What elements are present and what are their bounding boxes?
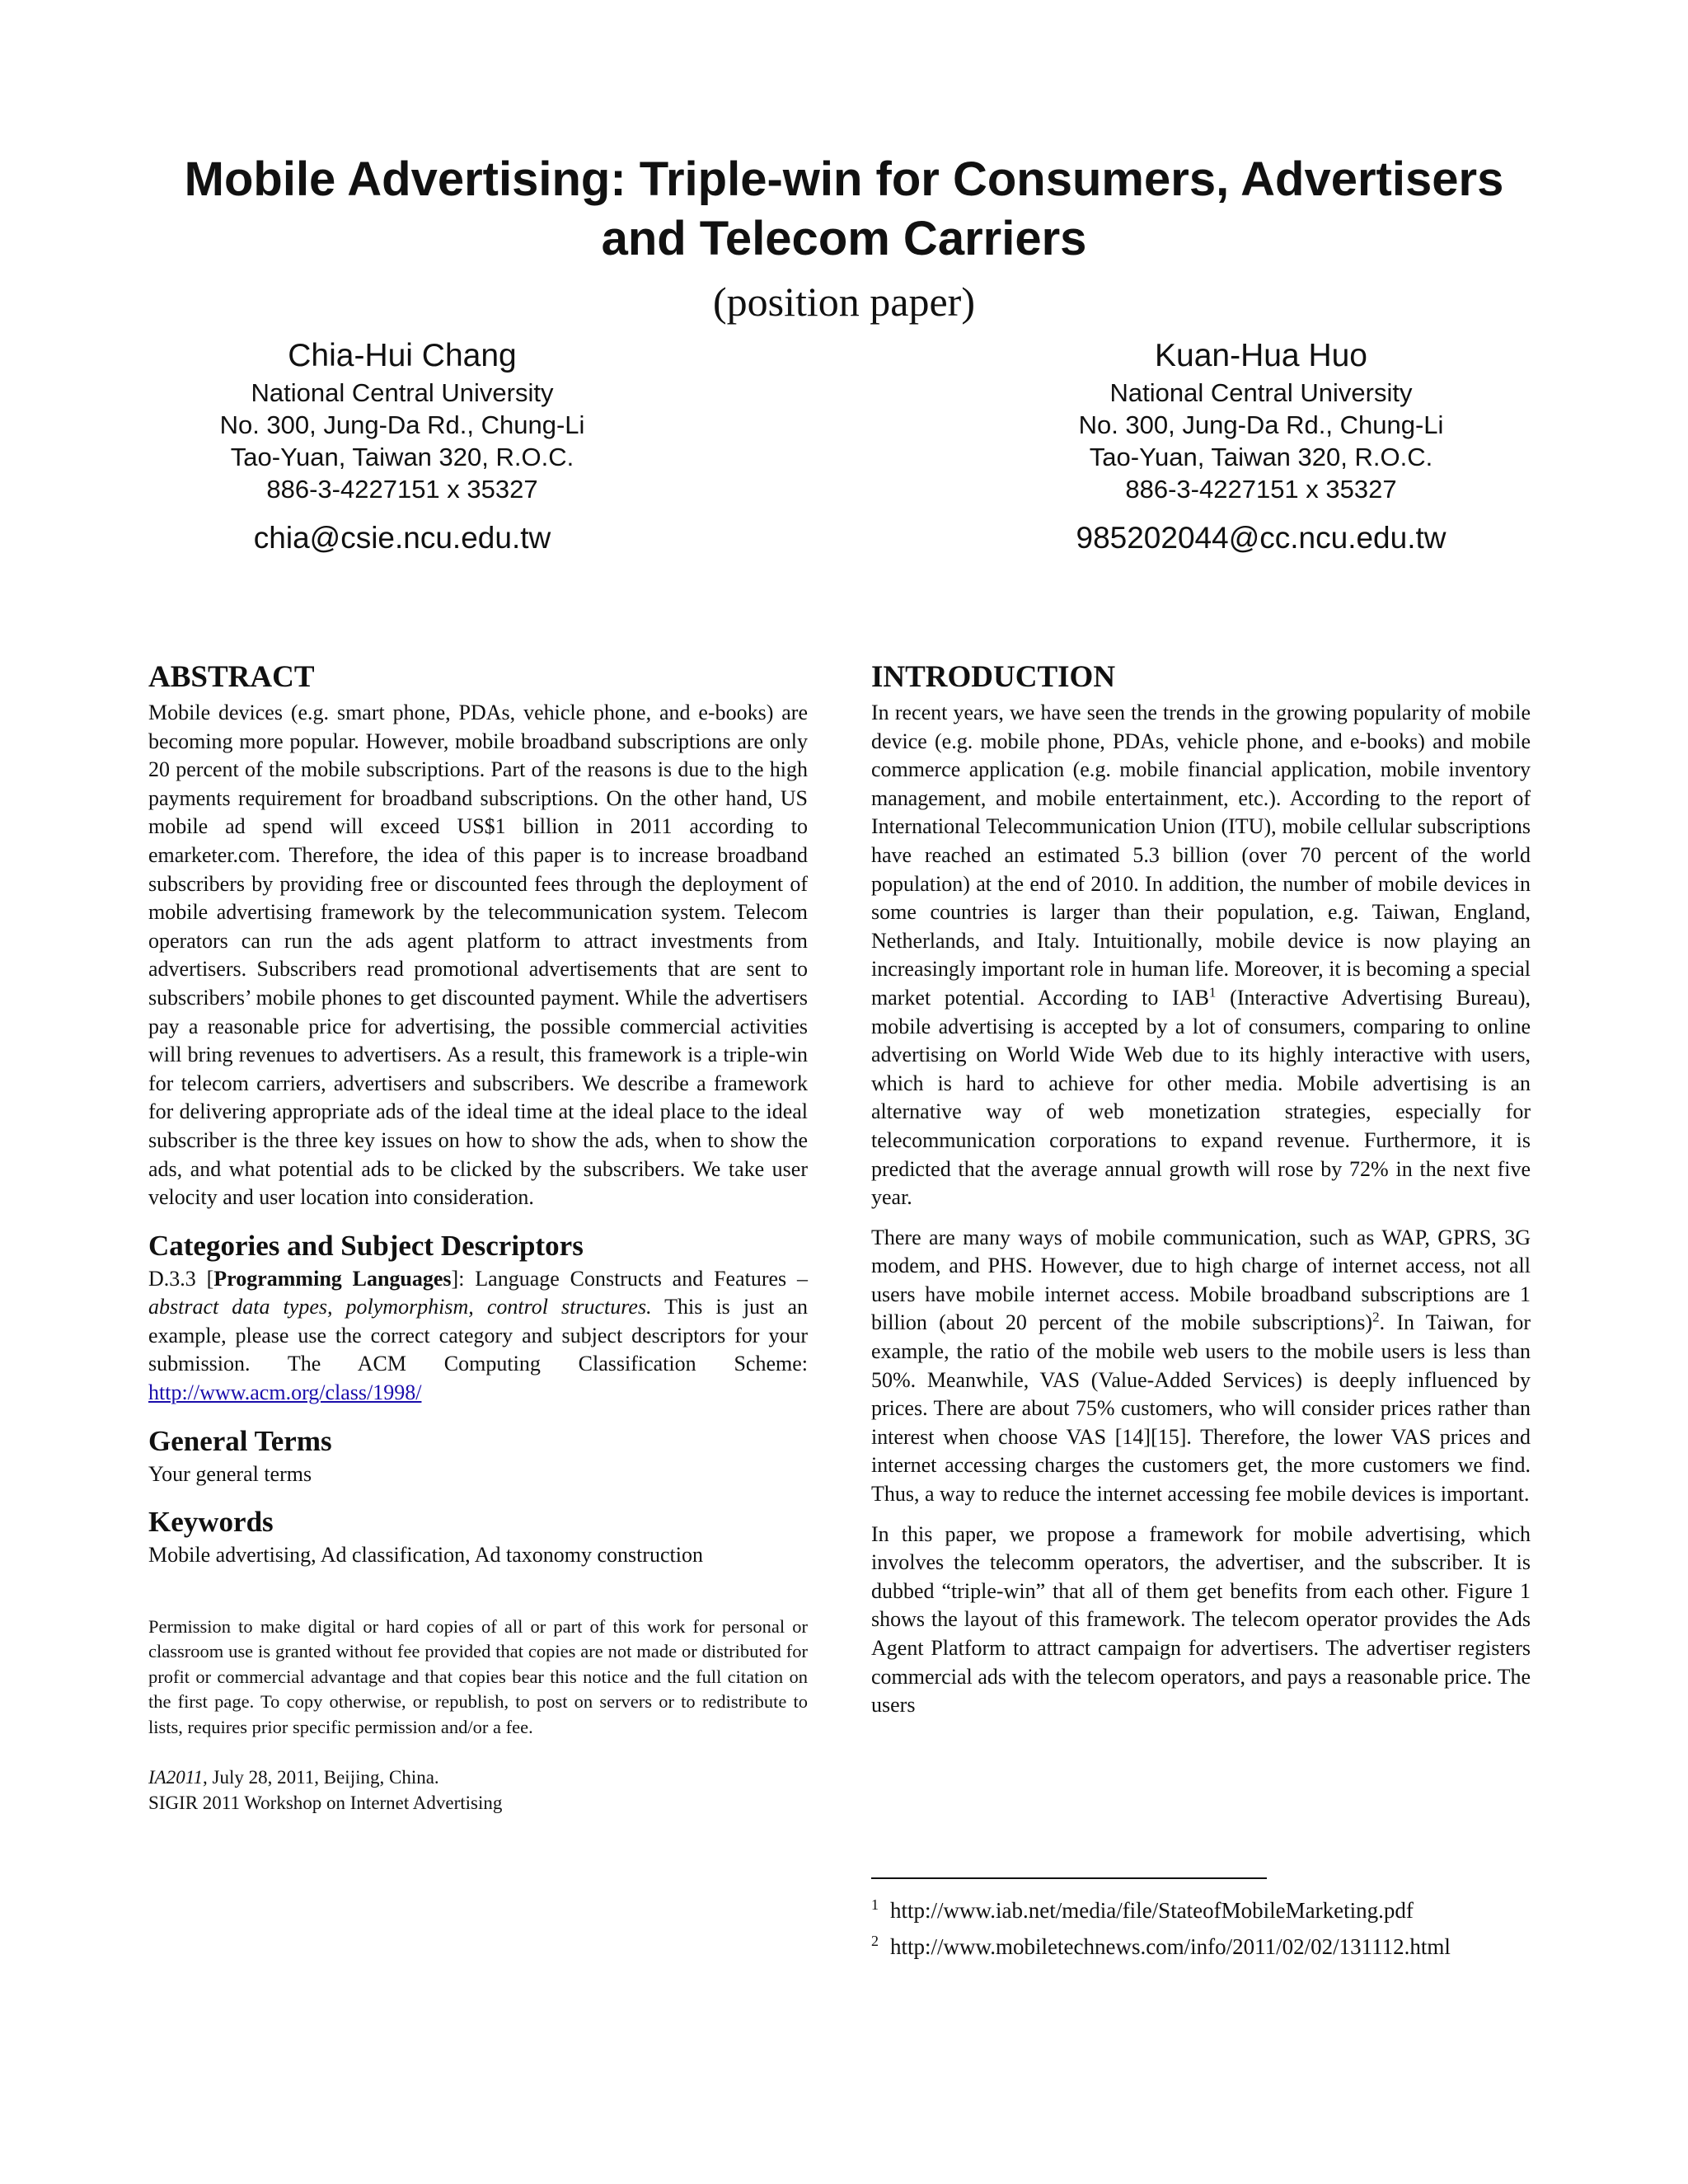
right-column xyxy=(871,659,1531,1720)
footnote-2 xyxy=(871,1926,1451,1961)
footnote-number: 2 xyxy=(871,1933,879,1949)
author-affiliation: National Central University xyxy=(1109,378,1413,407)
abstract-text: Mobile devices (e.g. smart phone, PDAs, vehicle phone, and e-books) are becoming more popular. However, mobile broadband subscriptions are only 20 percent of the mobile subscriptions. Part of the reasons is due to the high payments requirement for broadband subscriptions. On the other hand, US mobile ad spend will exceed US$1 billion in 2011 according to emarketer.com. Therefore, the idea of this paper is to increase broadband subscribers by providing free or discounted fees through the deployment of mobile advertising framework by the telecommunication system. Telecom operators can run the ads agent platform to attract investments from advertisers. Subscribers read promotional advertisements that are sent to subscribers’ mobile phones to get discounted payment. While the advertisers pay a reasonable price for advertising, the possible commercial activities will bring revenues to advertisers. As a result, this framework is a triple-win for telecom carriers, advertisers and subscribers. We describe a framework for delivering appropriate ads of the ideal time at the ideal place to the ideal subscriber is the three key issues on how to show the ads, when to show the ads, and what potential ads to be clicked by the subscribers. We take user velocity and user location into consideration. xyxy=(148,701,808,1210)
venue-workshop: SIGIR 2011 Workshop on Internet Advertising xyxy=(148,1793,503,1814)
footnote-url[interactable]: http://www.iab.net/media/file/StateofMobileMarketing.pdf xyxy=(890,1898,1414,1923)
footnote-number: 1 xyxy=(871,1896,879,1913)
footnote-divider xyxy=(871,1877,1267,1879)
paper-subtitle: (position paper) xyxy=(713,279,975,325)
left-column xyxy=(148,659,808,1816)
categories-code: D.3.3 [ xyxy=(148,1266,214,1291)
abstract-heading: ABSTRACT xyxy=(148,660,315,694)
author-name: Chia-Hui Chang xyxy=(288,338,517,373)
permission-notice: Permission to make digital or hard copies of all or part of this work for personal or classroom use is granted without fee provided that copies are not made or distributed for profit or commercial advantage and that copies bear this notice and the full citation on the first page. To copy otherwise, or republish, to post on servers or to redistribute to lists, requires prior specific permission and/or a fee. xyxy=(148,1615,808,1737)
paper-title-line2: and Telecom Carriers xyxy=(601,212,1087,265)
paper-title-line1: Mobile Advertising: Triple-win for Consumers, Advertisers xyxy=(184,152,1504,206)
author-name: Kuan-Hua Huo xyxy=(1155,338,1367,373)
introduction-paragraph-1 xyxy=(871,699,1531,1212)
venue-conference: IA2011 xyxy=(148,1767,204,1788)
author-email[interactable]: chia@csie.ncu.edu.tw xyxy=(253,521,551,555)
categories-bold-term: Programming Languages xyxy=(213,1266,452,1291)
acm-classification-link[interactable]: http://www.acm.org/class/1998/ xyxy=(148,1380,422,1405)
author-block-2 xyxy=(1006,335,1517,558)
author-address-line2: Tao-Yuan, Taiwan 320, R.O.C. xyxy=(230,443,574,471)
author-address-line2: Tao-Yuan, Taiwan 320, R.O.C. xyxy=(1089,443,1433,471)
introduction-paragraph-1-a: In recent years, we have seen the trends in the growing popularity of mobile device (e.g. mobile phone, PDAs, vehicle phone, and e-books) and mobile commerce application (e.g. mobile financial application, mobile inventory management, and mobile entertainment, etc.). According to the report of International Telecommunication Union (ITU), mobile cellular subscriptions have reached an estimated 5.3 billion (over 70 percent of the world population) at the end of 2010. In addition, the number of mobile devices in some countries is larger than their population, e.g. Taiwan, England, Netherlands, and Italy. Intuitionally, mobile device is now playing an increasingly important role in human life. Moreover, it is becoming a special market potential. According to IAB xyxy=(871,701,1531,1010)
paper-title xyxy=(99,150,1589,269)
author-email[interactable]: 985202044@cc.ncu.edu.tw xyxy=(1076,521,1447,555)
introduction-paragraph-3: In this paper, we propose a framework for mobile advertising, which involves the telecomm operators, the advertiser, and the subscriber. It is dubbed “triple-win” that all of them get benefits from each other. Figure 1 shows the layout of this framework. The telecom operator provides the Ads Agent Platform to attract campaign for advertisers. The advertiser registers commercial ads with the telecom operators, and pays a reasonable price. The users xyxy=(871,1521,1531,1718)
author-block-1 xyxy=(147,335,658,558)
keywords-text: Mobile advertising, Ad classification, Ad taxonomy construction xyxy=(148,1543,704,1568)
categories-rest: This is just an example, please use the correct category and subject descriptors for your submission. The ACM Computing Classification Scheme: xyxy=(148,1295,809,1376)
author-phone: 886-3-4227151 x 35327 xyxy=(1125,475,1397,504)
introduction-paragraph-2-a: There are many ways of mobile communication, such as WAP, GPRS, 3G modem, and PHS. However, due to high charge of internet access, not all users have mobile internet access. Mobile broadband subscriptions are 1 billion (about 20 percent of the mobile subscriptions) xyxy=(871,1225,1531,1335)
categories-italic-terms: abstract data types, polymorphism, control structures. xyxy=(148,1295,652,1319)
venue-line xyxy=(148,1765,808,1790)
footnote-1 xyxy=(871,1890,1414,1925)
introduction-heading: INTRODUCTION xyxy=(871,660,1116,694)
categories-after-bold: ]: Language Constructs and Features – xyxy=(451,1266,808,1291)
categories-heading: Categories and Subject Descriptors xyxy=(148,1229,584,1262)
footnote-ref-1: 1 xyxy=(1208,984,1217,1001)
keywords-heading: Keywords xyxy=(148,1506,274,1539)
author-affiliation: National Central University xyxy=(251,378,554,407)
footnote-ref-2: 2 xyxy=(1372,1309,1380,1325)
introduction-paragraph-2 xyxy=(871,1224,1531,1509)
introduction-paragraph-1-b: (Interactive Advertising Bureau), mobile advertising is accepted by a lot of consumers, comparing to online advertising on World Wide Web due to its highly interactive with users, which is hard to achieve for other media. Mobile advertising is an alternative way of web monetization strategies, especially for telecommunication corporations to expand revenue. Furthermore, it is predicted that the average annual growth will rose by 72% in the next five year. xyxy=(871,985,1531,1210)
footnote-url[interactable]: http://www.mobiletechnews.com/info/2011/02/02/131112.html xyxy=(890,1934,1451,1959)
general-terms-heading: General Terms xyxy=(148,1424,332,1457)
author-address-line1: No. 300, Jung-Da Rd., Chung-Li xyxy=(219,410,585,439)
venue-date-location: , July 28, 2011, Beijing, China. xyxy=(203,1767,439,1788)
author-phone: 886-3-4227151 x 35327 xyxy=(266,475,538,504)
general-terms-text: Your general terms xyxy=(148,1461,312,1486)
author-address-line1: No. 300, Jung-Da Rd., Chung-Li xyxy=(1078,410,1444,439)
introduction-paragraph-2-b: . In Taiwan, for example, the ratio of the mobile web users to the mobile users is less than 50%. Meanwhile, VAS (Value-Added Services) is deeply influenced by prices. There are about 75% customers, who will consider prices rather than interest when choose VAS [14][15]. Therefore, the lower VAS prices and internet accessing charges the customers get, the more customers we find. Thus, a way to reduce the internet accessing fee mobile devices is important. xyxy=(871,1310,1531,1507)
categories-text xyxy=(148,1265,808,1408)
